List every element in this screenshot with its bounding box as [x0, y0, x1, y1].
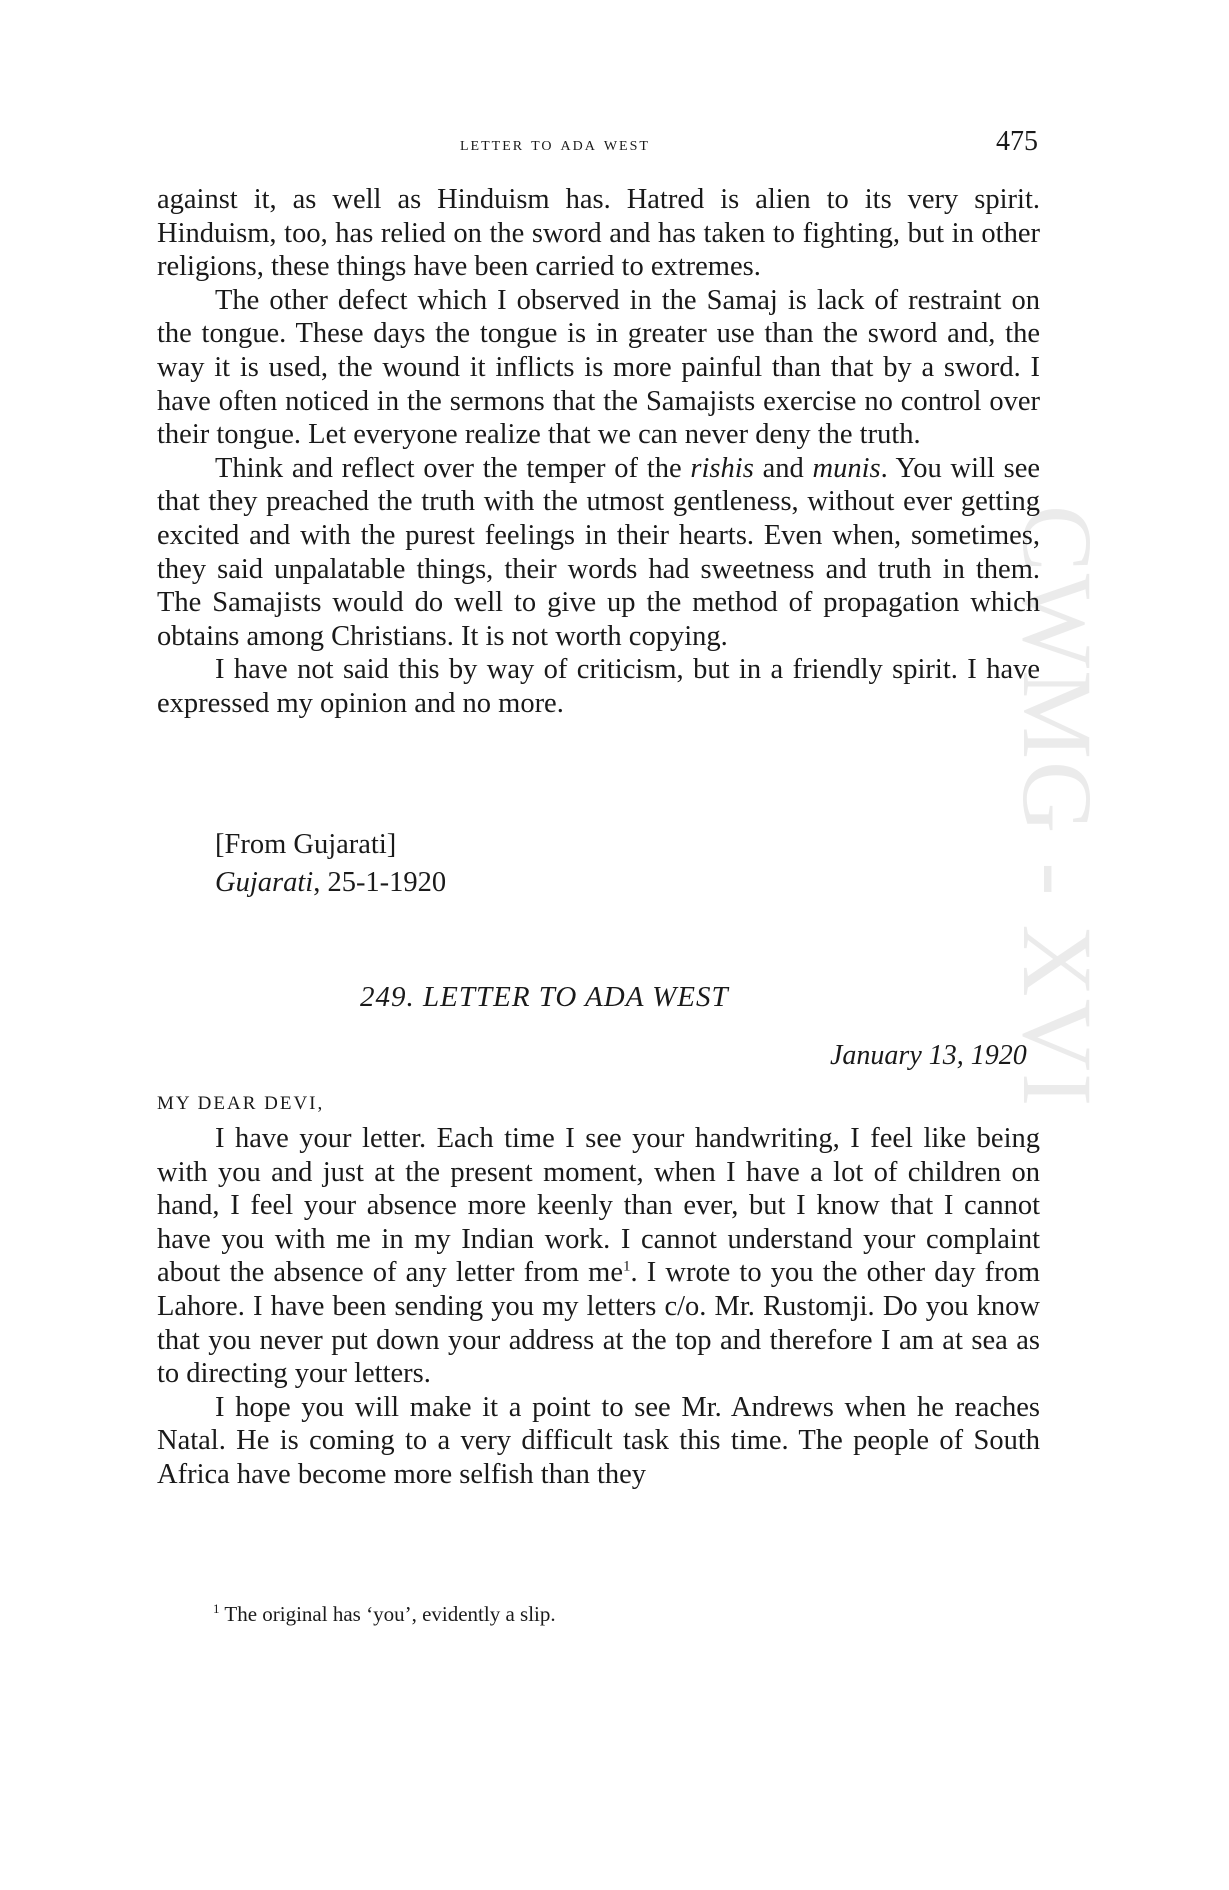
paragraph: The other defect which I observed in the Samaj is lack of restraint on the tongue. These days the tongue is in greater use than the sword and, the way it is used, the wound it inflicts is more painful than that by a sword. I have often noticed in the sermons that the Samajists exercise no control over their tongue. Let everyone realize that we can never deny the truth. [157, 284, 1040, 451]
letter-date: January 13, 1920 [830, 1040, 1027, 1071]
salutation: MY DEAR DEVI, [157, 1093, 325, 1114]
running-title: letter to ada west [460, 133, 650, 155]
paragraph: I have not said this by way of criticism, but in a friendly spirit. I have expressed my opinion and no more. [157, 654, 1040, 719]
source-publication: Gujarati [215, 867, 314, 898]
page-number: 475 [996, 126, 1038, 157]
section1-body [157, 183, 1040, 721]
source-note: [From Gujarati] [215, 829, 397, 860]
footnote [213, 1602, 556, 1627]
footnote-text: The original has ‘you’, evidently a slip. [219, 1602, 556, 1626]
italic-term: munis [812, 452, 881, 484]
footnote-mark: 1 [622, 1258, 631, 1275]
text-run: . I wrote to you the other day from Lahore. I have been sending you my letters c/o. Mr. Rustomji. Do you know that you never put down your address at the top and therefore I am at sea as to directing your letters. [157, 1257, 1040, 1390]
footnote-number: 1 [213, 1601, 220, 1616]
paragraph [157, 452, 1040, 654]
paragraph: against it, as well as Hinduism has. Hatred is alien to its very spirit. Hinduism, too, has relied on the sword and has taken to fighting, but in other religions, these things have been carried to extremes. [157, 184, 1040, 283]
source-date: , 25-1-1920 [313, 867, 447, 898]
paragraph [157, 1122, 1040, 1391]
paragraph: I hope you will make it a point to see Mr. Andrews when he reaches Natal. He is coming to a very difficult task this time. The people of South Africa have become more selfish than they [157, 1391, 1040, 1490]
section2-body [157, 1122, 1040, 1492]
italic-term: rishis [690, 452, 754, 484]
text-run: . You will see that they preached the truth with the utmost gentleness, without ever getting excited and with the purest feelings in their hearts. Even when, sometimes, they said unpalatable things, their words had sweetness and truth in them. The Samajists would do well to give up the method of propagation which obtains among Christians. It is not worth copying. [157, 452, 1041, 652]
text-run: and [753, 452, 813, 484]
section-title: 249. LETTER TO ADA WEST [360, 981, 729, 1013]
text-run: I have your letter. Each time I see your handwriting, I feel like being with you and just at the present moment, when I have a lot of children on hand, I feel your absence more keenly than ever, but I know that I cannot have you with me in my Indian work. I cannot understand your complaint about the absence of any letter from me [157, 1123, 1040, 1289]
source-citation [215, 866, 446, 900]
watermark-text: CWMG - XVI [1002, 505, 1113, 1109]
text-run: Think and reflect over the temper of the [215, 452, 691, 484]
